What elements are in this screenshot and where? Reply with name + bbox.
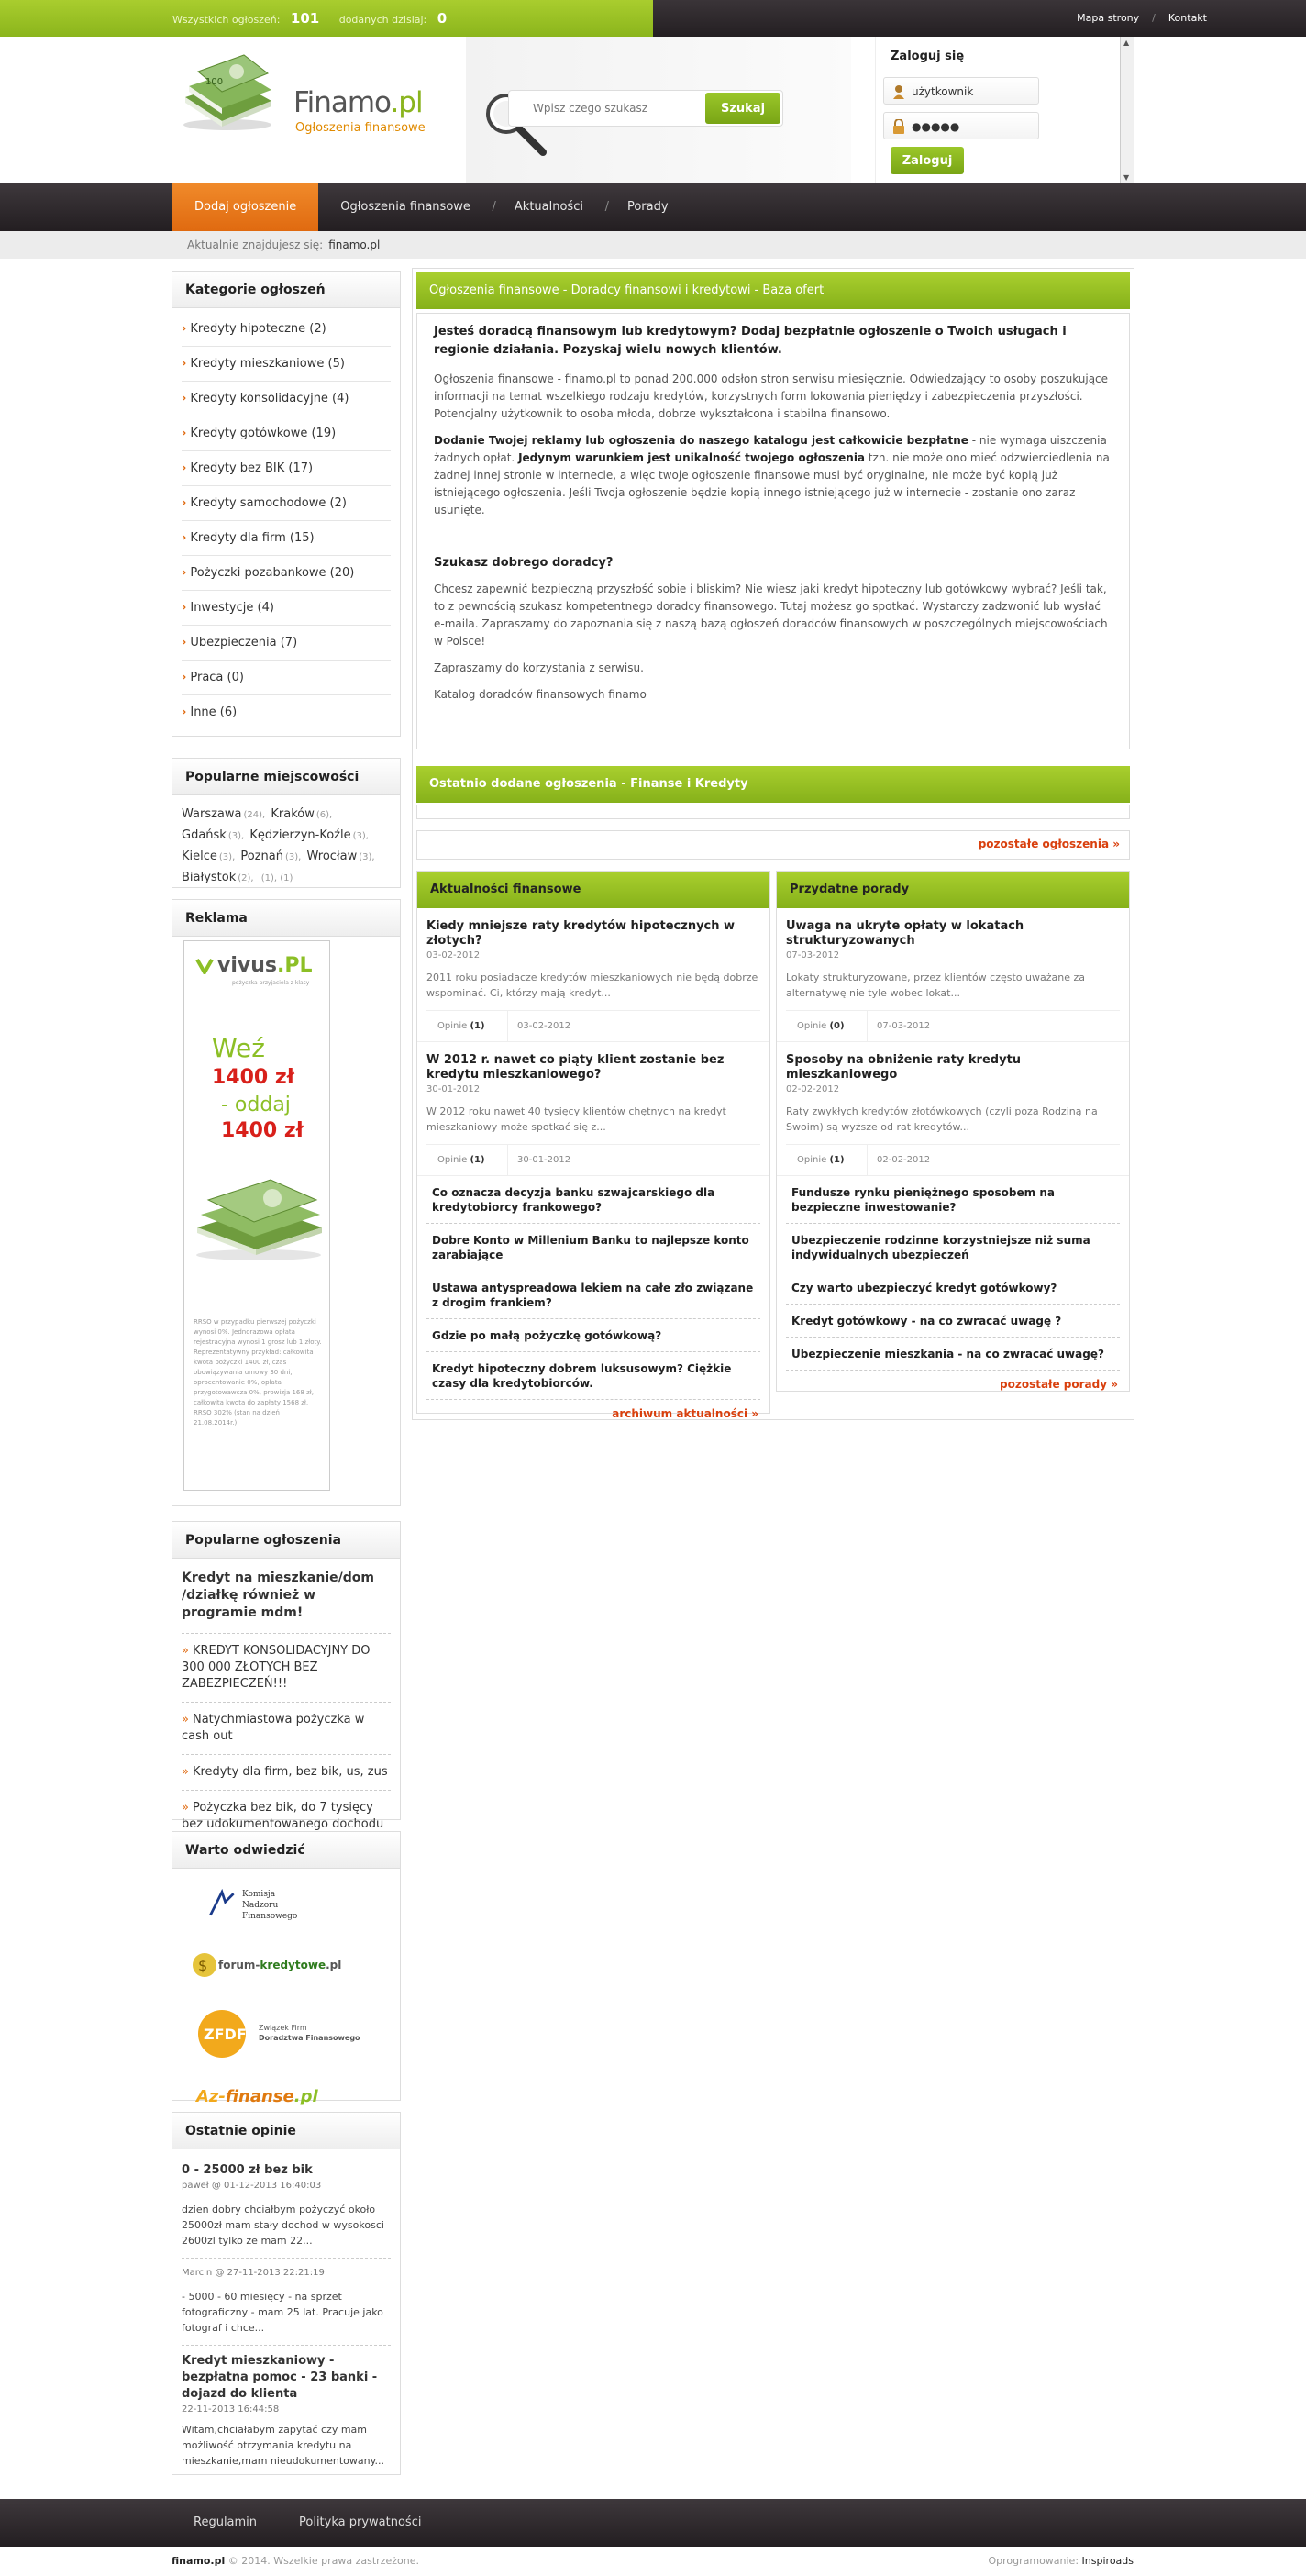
city-link[interactable]: Kielce bbox=[182, 849, 217, 863]
category-item[interactable]: › Kredyty hipoteczne (2) bbox=[182, 312, 391, 347]
ad-line-4: 1400 zł bbox=[221, 1119, 304, 1142]
vivus-tagline: pożyczka przyjaciela z klasy bbox=[232, 980, 310, 986]
popular-title: Popularne ogłoszenia bbox=[172, 1522, 400, 1559]
password-field-wrap bbox=[883, 112, 1039, 139]
cities-title: Popularne miejscowości bbox=[172, 759, 400, 795]
partner-knf[interactable]: Komisja Nadzoru Finansowego bbox=[182, 1876, 391, 1940]
intro-paragraph: Katalog doradców finansowych finamo bbox=[434, 688, 647, 701]
ad-line-3: - oddaj bbox=[221, 1094, 291, 1116]
intro-paragraph: Dodanie Twojej reklamy lub ogłoszenia do naszego katalogu jest całkowicie bezpłatne - nie wymaga uiszczenia żadnych opłat. Jedynym warunkiem jest unikalność twojego ogłoszenia tzn. nie może ono mieć odzwierciedlenia na żadnej innej stronie w internecie, a więc twoje ogłoszenie finansowe musi być oryginalne, nie może być kopią już istniejącego ogłoszenia. Jeśli Twoja ogłoszenie będzie kopią innego istniejącego już w internecie - zostanie ono zaraz usunięte. bbox=[434, 434, 1110, 516]
all-ads-count: 101 bbox=[290, 10, 320, 27]
city-link[interactable]: Warszawa bbox=[182, 807, 242, 821]
advice-link[interactable]: Kredyt gotówkowy - na co zwracać uwagę ? bbox=[786, 1305, 1120, 1338]
worth-visiting-box bbox=[172, 1831, 401, 2106]
popular-item[interactable]: » Pożyczka bez bik, do 7 tysięcy bez udokumentowanego dochodu bbox=[182, 1791, 391, 1842]
vivus-logo-icon bbox=[195, 956, 214, 974]
intro-text bbox=[416, 313, 1130, 749]
news-link[interactable]: Ustawa antyspreadowa lekiem na całe zło związane z drogim frankiem? bbox=[426, 1271, 760, 1319]
category-item[interactable]: › Inne (6) bbox=[182, 695, 391, 730]
advice-link[interactable]: Fundusze rynku pieniężnego sposobem na bezpieczne inwestowanie? bbox=[786, 1176, 1120, 1224]
svg-text:$: $ bbox=[198, 1957, 208, 1974]
intro-subheading: Szukasz dobrego doradcy? bbox=[434, 556, 614, 570]
footer-credit-link[interactable]: Inspiroads bbox=[1081, 2555, 1134, 2567]
search-button[interactable]: Szukaj bbox=[705, 93, 780, 124]
breadcrumb-current[interactable]: finamo.pl bbox=[328, 239, 381, 251]
footer-copyright: finamo.pl © 2014. Wszelkie prawa zastrzeżone. bbox=[172, 2555, 419, 2567]
logo-tagline: Ogłoszenia finansowe bbox=[295, 121, 426, 135]
popular-item[interactable]: » KREDYT KONSOLIDACYJNY DO 300 000 ZŁOTYCH BEZ ZABEZPIECZEŃ!!! bbox=[182, 1634, 391, 1703]
all-ads-label: Wszystkich ogłoszeń: bbox=[172, 14, 281, 26]
category-item[interactable]: › Inwestycje (4) bbox=[182, 591, 391, 626]
footer-credit: Oprogramowanie: Inspiroads bbox=[988, 2555, 1134, 2567]
categories-box bbox=[172, 271, 401, 737]
recent-header: Ostatnio dodane ogłoszenia - Finanse i Kredyty bbox=[416, 766, 1130, 803]
forum-kredytowe-logo-icon bbox=[191, 1951, 218, 1979]
scroll-up-icon[interactable]: ▲ bbox=[1123, 39, 1130, 47]
recent-header-wrap bbox=[416, 766, 1130, 803]
footer-bar bbox=[0, 2499, 1306, 2547]
top-bar bbox=[0, 0, 1306, 37]
news-article[interactable]: Kiedy mniejsze raty kredytów hipotecznych w złotych? 03-02-2012 2011 roku posiadacze kredytów mieszkaniowych nie będą dobrze wspominać. Ci, którzy mają kredyt... Opinie (1) 03-02-2012 bbox=[417, 908, 769, 1042]
news-link[interactable]: Dobre Konto w Millenium Banku to najlepsze konto zarabiające bbox=[426, 1224, 760, 1271]
breadcrumb bbox=[0, 231, 1306, 259]
popular-featured[interactable]: Kredyt na mieszkanie/dom /działkę również w programie mdm! bbox=[182, 1564, 391, 1634]
vivus-banner[interactable] bbox=[183, 940, 330, 1491]
popular-item[interactable]: » Natychmiastowa pożyczka w cash out bbox=[182, 1703, 391, 1755]
ad-line-2: 1400 zł bbox=[212, 1066, 294, 1089]
partner-zfdf[interactable]: ZFDF Związek Firm Doradztwa Finansowego bbox=[182, 2004, 391, 2069]
city-link[interactable]: Gdańsk bbox=[182, 828, 227, 842]
knf-logo-icon bbox=[205, 1887, 238, 1920]
zfdf-logo-icon bbox=[194, 2006, 249, 2061]
category-item[interactable]: › Ubezpieczenia (7) bbox=[182, 626, 391, 661]
advice-more-link[interactable]: pozostałe porady » bbox=[1000, 1378, 1118, 1391]
ad-line-1: Weź bbox=[212, 1033, 265, 1063]
category-item[interactable]: › Kredyty samochodowe (2) bbox=[182, 486, 391, 521]
nav-finance-ads[interactable]: Ogłoszenia finansowe / bbox=[340, 200, 496, 214]
advice-article[interactable]: Sposoby na obniżenie raty kredytu mieszkaniowego 02-02-2012 Raty zwykłych kredytów złotówkowych (czyli poza Rodziną na Swoim) są wyższe od rat kredytów... Opinie (1) 02-02-2012 bbox=[777, 1042, 1129, 1176]
password-input[interactable] bbox=[912, 118, 1031, 135]
added-today-label: dodanych dzisiaj: bbox=[338, 14, 427, 26]
category-item[interactable]: › Kredyty dla firm (15) bbox=[182, 521, 391, 556]
nav-advice[interactable]: Porady bbox=[626, 200, 669, 214]
login-title: Zaloguj się bbox=[891, 50, 965, 63]
intro-paragraph: Zapraszamy do korzystania z serwisu. bbox=[434, 661, 644, 674]
category-item[interactable]: › Kredyty gotówkowe (19) bbox=[182, 416, 391, 451]
partner-forum-kredytowe[interactable]: $ forum-kredytowe.pl bbox=[182, 1940, 391, 2004]
city-link[interactable]: Kraków bbox=[271, 807, 315, 821]
scroll-down-icon[interactable]: ▼ bbox=[1123, 173, 1130, 182]
user-icon bbox=[892, 84, 905, 99]
category-item[interactable]: › Kredyty bez BIK (17) bbox=[182, 451, 391, 486]
popular-item[interactable]: » Kredyty dla firm, bez bik, us, zus bbox=[182, 1755, 391, 1791]
category-item[interactable]: › Kredyty konsolidacyjne (4) bbox=[182, 382, 391, 416]
ad-title: Reklama bbox=[172, 900, 400, 937]
opinion-item[interactable]: Marcin @ 27-11-2013 22:21:19 - 5000 - 60 miesięcy - na sprzet fotograficzny - mam 25 lat. Pracuje jako fotograf i chce... bbox=[182, 2259, 391, 2346]
city-link[interactable]: Wrocław bbox=[306, 849, 358, 863]
intro-paragraph: Ogłoszenia finansowe - finamo.pl to ponad 200.000 odsłon stron serwisu miesięcznie. Odwiedzający to osoby poszukujące informacji na temat wszelkiego rodzaju kredytów, korzystnych form lokowania pieniędzy i zabezpieczenia przyszłości. Potencjalny użytkownik to osoba młoda, dobrze wykształcona i stabilna finansowo. bbox=[434, 372, 1109, 420]
categories-title: Kategorie ogłoszeń bbox=[172, 272, 400, 308]
footer-base bbox=[0, 2547, 1306, 2576]
city-link[interactable]: Poznań bbox=[240, 849, 283, 863]
contact-link[interactable]: Kontakt bbox=[1168, 12, 1207, 24]
top-links: Mapa strony / Kontakt bbox=[1077, 12, 1207, 24]
news-header: Aktualności finansowe bbox=[417, 872, 769, 908]
advice-article[interactable]: Uwaga na ukryte opłaty w lokatach strukturyzowanych 07-03-2012 Lokaty strukturyzowane, przez klientów często uważane za alternatywę nie tyle wobec lokat... Opinie (0) 07-03-2012 bbox=[777, 908, 1129, 1042]
popular-box bbox=[172, 1521, 401, 1831]
city-link[interactable]: Białystok bbox=[182, 871, 237, 884]
sitemap-link[interactable]: Mapa strony bbox=[1077, 12, 1140, 24]
opinion-item[interactable]: 0 - 25000 zł bez bik paweł @ 01-12-2013 16:40:03 dzien dobry chciałbym pożyczyć około 25000zł mam stały dochod w wysokosci 2600zl tylko ze mam 22... bbox=[182, 2155, 391, 2259]
ad-box bbox=[172, 899, 401, 1506]
cities-list: Warszawa (24), Kraków (6), Gdańsk (3), Kędzierzyn-Koźle (3), Kielce (3), Poznań (3), Wrocław (3), Białystok (2), (1), (1) bbox=[182, 807, 375, 884]
search-input[interactable] bbox=[533, 98, 698, 118]
login-panel bbox=[875, 37, 1134, 183]
nav-news[interactable]: Aktualności / bbox=[514, 200, 609, 214]
site-stats bbox=[172, 0, 463, 37]
ad-disclaimer: RRSO w przypadku pierwszej pożyczki wynosi 0%. Jednorazowa opłata rejestracyjna wynosi 1 grosz lub 1 złoty. Reprezentatywny przykład: całkowita kwota pożyczki 1400 zł, czas obowiązywania umowy 30 dni, oprocentowanie 0%, opłata przygotowawcza 0%, prowizja 168 zł, całkowita kwota do zapłaty 1568 zł, RRSO 302% (stan na dzień 21.08.2014r.) bbox=[194, 1318, 322, 1427]
svg-text:ZFDF: ZFDF bbox=[204, 2026, 247, 2043]
added-today-count: 0 bbox=[437, 10, 448, 27]
news-link[interactable]: Kredyt hipoteczny dobrem luksusowym? Ciężkie czasy dla kredytobiorców. bbox=[426, 1352, 760, 1400]
intro-lead: Jesteś doradcą finansowym lub kredytowym? Dodaj bezpłatnie ogłoszenie o Twoich usługach i regionie działania. Pozyskaj wielu nowych klientów. bbox=[434, 325, 1067, 357]
main-content bbox=[412, 268, 1134, 1420]
news-box bbox=[416, 871, 770, 1420]
advice-header: Przydatne porady bbox=[777, 872, 1129, 908]
lock-icon bbox=[892, 119, 905, 134]
worth-title: Warto odwiedzić bbox=[172, 1832, 400, 1869]
logo-name: Finamo.pl bbox=[293, 86, 423, 119]
news-link[interactable]: Gdzie po małą pożyczkę gotówkową? bbox=[426, 1319, 760, 1352]
cities-box bbox=[172, 758, 401, 888]
username-field-wrap bbox=[883, 77, 1039, 105]
opinions-title: Ostatnie opinie bbox=[172, 2113, 400, 2149]
opinions-box bbox=[172, 2112, 401, 2475]
advice-box bbox=[776, 871, 1130, 1392]
advice-link[interactable]: Ubezpieczenie rodzinne korzystniejsze niż suma indywidualnych ubezpieczeń bbox=[786, 1224, 1120, 1271]
site-logo[interactable] bbox=[180, 44, 427, 136]
recent-list bbox=[416, 805, 1130, 819]
main-nav bbox=[0, 183, 1306, 231]
category-item[interactable]: › Pożyczki pozabankowe (20) bbox=[182, 556, 391, 591]
money-stack-icon bbox=[180, 44, 276, 131]
opinion-item[interactable]: Kredyt mieszkaniowy - bezpłatna pomoc - 23 banki - dojazd do klienta 22-11-2013 16:44:58 Witam,chciałabym zapytać czy mam możliwość otrzymania kredytu na mieszkanie,mam nieudokumentowany... bbox=[182, 2354, 385, 2467]
svg-text:100: 100 bbox=[205, 77, 224, 87]
username-input[interactable] bbox=[912, 83, 1031, 100]
breadcrumb-label: Aktualnie znajdujesz się: bbox=[187, 239, 324, 251]
news-link[interactable]: Co oznacza decyzja banku szwajcarskiego dla kredytobiorcy frankowego? bbox=[426, 1176, 760, 1224]
nav-add-ad[interactable]: Dodaj ogłoszenie bbox=[172, 183, 318, 231]
recent-more-bar bbox=[416, 830, 1130, 860]
partner-az-finanse[interactable]: Az-finanse.pl bbox=[196, 2087, 318, 2106]
city-link[interactable]: Kędzierzyn-Koźle bbox=[249, 828, 351, 842]
banknotes-icon bbox=[190, 1171, 327, 1262]
category-item[interactable]: › Praca (0) bbox=[182, 661, 391, 695]
advice-link[interactable]: Czy warto ubezpieczyć kredyt gotówkowy? bbox=[786, 1271, 1120, 1305]
intro-paragraph: Chcesz zapewnić bezpieczną przyszłość sobie i bliskim? Nie wiesz jaki kredyt hipoteczny lub gotówkowy wybrać? Jeśli tak, to z pewnością szukasz kompetentnego doradcy finansowego. Tutaj możesz go spotkać. Wystarczy zadzwonić lub wysłać e-maila. Zapraszamy do zapoznania się z naszą bazą ogłoszeń doradców finansowych w poszczególnych miejscowościach w Polsce! bbox=[434, 583, 1108, 648]
advice-link[interactable]: Ubezpieczenie mieszkania - na co zwracać uwagę? bbox=[786, 1338, 1120, 1371]
recent-more-link[interactable]: pozostałe ogłoszenia » bbox=[978, 838, 1120, 850]
footer-terms-link[interactable]: Regulamin bbox=[194, 2515, 258, 2529]
vivus-brand: vivus.PL bbox=[217, 954, 313, 977]
footer-privacy-link[interactable]: Polityka prywatności bbox=[299, 2515, 422, 2529]
login-scrollbar[interactable] bbox=[1120, 37, 1134, 183]
intro-header-wrap bbox=[416, 272, 1130, 309]
login-button[interactable]: Zaloguj bbox=[891, 147, 964, 174]
category-item[interactable]: › Kredyty mieszkaniowe (5) bbox=[182, 347, 391, 382]
news-article[interactable]: W 2012 r. nawet co piąty klient zostanie bez kredytu mieszkaniowego? 30-01-2012 W 2012 roku nawet 40 tysięcy klientów chętnych na kredyt mieszkaniowy może spotkać się z... Opinie (1) 30-01-2012 bbox=[417, 1042, 769, 1176]
intro-header: Ogłoszenia finansowe - Doradcy finansowi i kredytowi - Baza ofert bbox=[416, 272, 1130, 309]
news-archive-link[interactable]: archiwum aktualności » bbox=[612, 1407, 758, 1420]
